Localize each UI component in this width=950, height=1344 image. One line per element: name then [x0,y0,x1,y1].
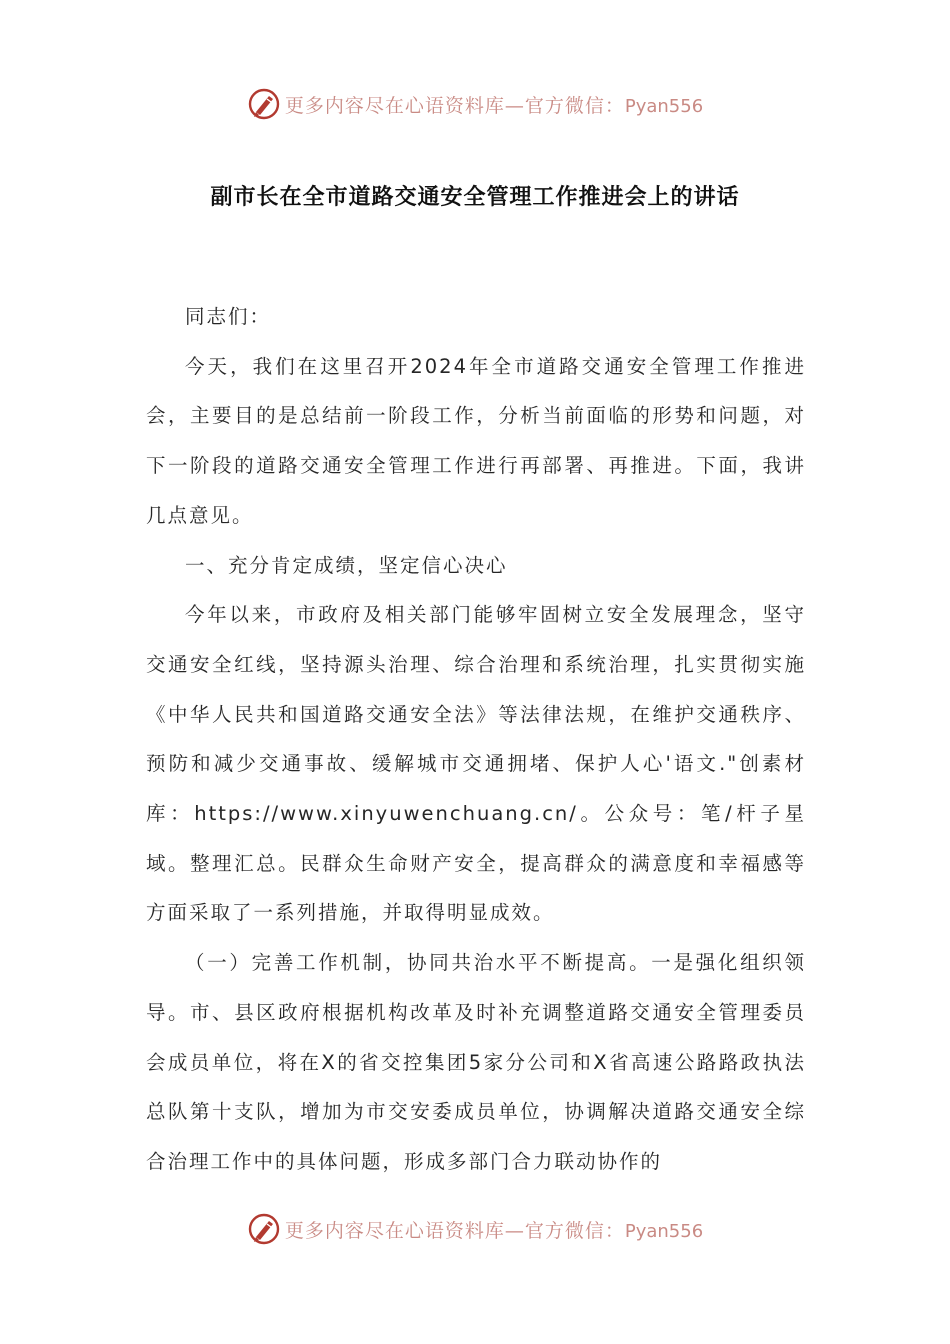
body-paragraph: 今年以来，市政府及相关部门能够牢固树立安全发展理念，坚守交通安全红线，坚持源头治理、综合治理和系统治理，扎实贯彻实施《中华人民共和国道路交通安全法》等法律法规，在维护交通秩序、预防和减少交通事故、缓解城市交通拥堵、保护人心'语文."创素材库：https://www.xinyuwenchuang.cn/。公众号：笔/杆子星域。整理汇总。民群众生命财产安全，提高群众的满意度和幸福感等方面采取了一系列措施，并取得明显成效。 [146,603,806,925]
body-paragraph: 今天，我们在这里召开2024年全市道路交通安全管理工作推进会，主要目的是总结前一阶段工作，分析当前面临的形势和问题，对下一阶段的道路交通安全管理工作进行再部署、再推进。下面，我讲几点意见。 [146,354,806,527]
footer-watermark-account: Pyan556 [624,1220,704,1242]
document-body [146,292,806,1187]
document-title: 副市长在全市道路交通安全管理工作推进会上的讲话 [210,185,740,210]
footer-watermark-banner [0,1209,950,1249]
section-heading: 一、充分肯定成绩，坚定信心决心 [185,553,508,577]
header-watermark-account: Pyan556 [624,95,704,117]
pen-logo-icon [247,1212,281,1246]
header-watermark-banner [0,84,950,124]
header-watermark-text: 更多内容尽在心语资料库—官方微信：Pyan556 [284,94,704,117]
body-paragraph: （一）完善工作机制，协同共治水平不断提高。一是强化组织领导。市、县区政府根据机构改革及时补充调整道路交通安全管理委员会成员单位，将在X的省交控集团5家分公司和X省高速公路路政执法总队第十支队，增加为市交安委成员单位，协调解决道路交通安全综合治理工作中的具体问题，形成多部门合力联动协作的 [146,951,806,1173]
salutation: 同志们： [185,305,272,328]
footer-watermark-text: 更多内容尽在心语资料库—官方微信：Pyan556 [284,1219,704,1242]
pen-logo-icon [247,87,281,121]
